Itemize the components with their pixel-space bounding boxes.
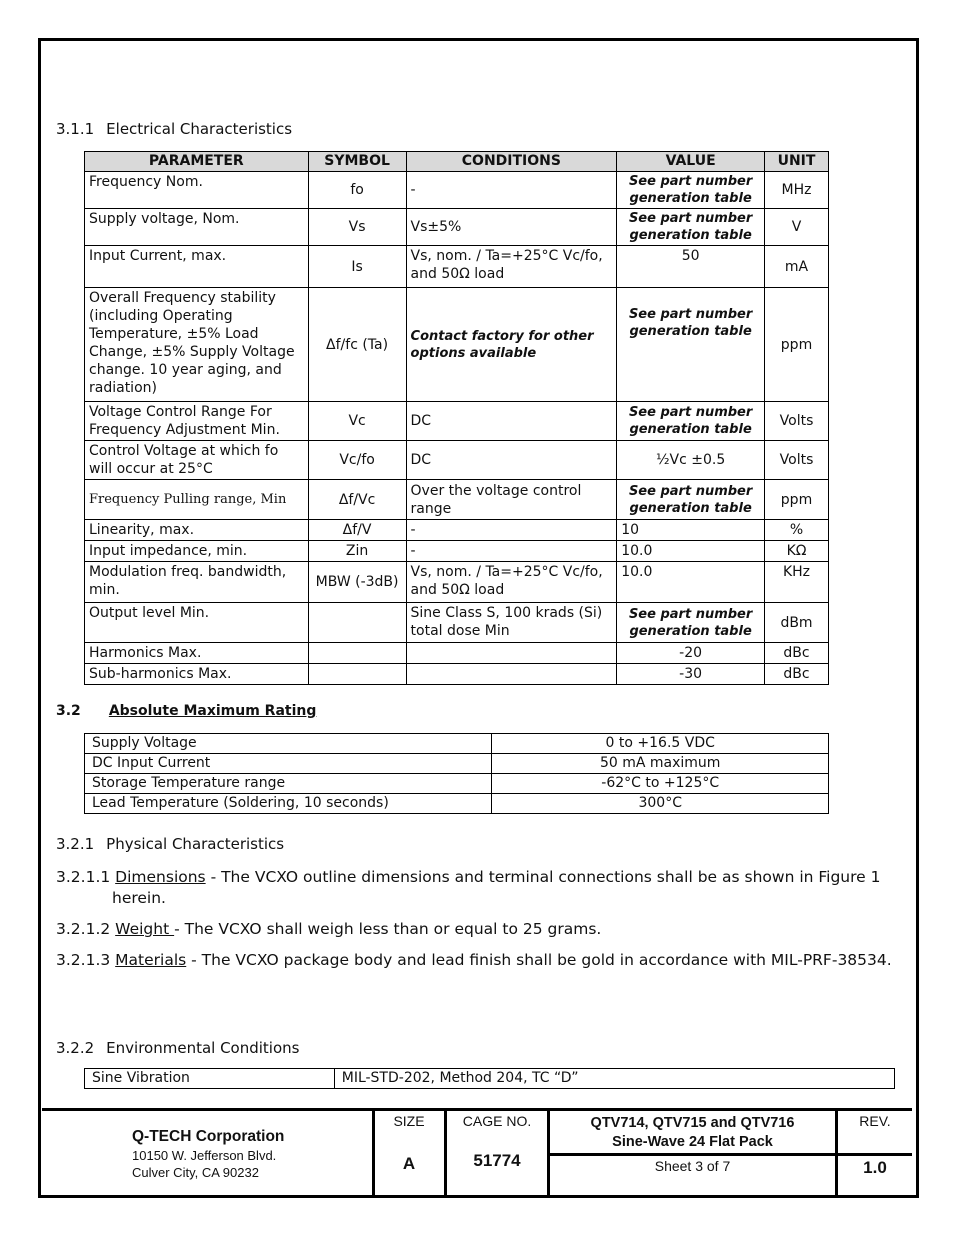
cell-parameter: Harmonics Max. xyxy=(85,643,309,664)
cell-conditions: - xyxy=(406,541,617,562)
cell-unit: % xyxy=(765,520,829,541)
rating-label: Supply Voltage xyxy=(85,734,492,754)
cell-conditions xyxy=(406,664,617,685)
section-number: 3.2 xyxy=(56,703,81,719)
cell-symbol: MBW (-3dB) xyxy=(308,562,406,603)
cell-conditions: Over the voltage control range xyxy=(406,480,617,520)
section-number: 3.1.1 xyxy=(56,120,95,138)
cell-unit: Volts xyxy=(765,402,829,441)
cell-parameter: Frequency Nom. xyxy=(85,172,309,209)
cell-unit: dBc xyxy=(765,643,829,664)
divider xyxy=(838,1153,912,1156)
header-conditions: CONDITIONS xyxy=(406,152,617,172)
cell-value: 10 xyxy=(617,520,765,541)
cage-label: CAGE NO. xyxy=(462,1113,532,1129)
cell-value: -30 xyxy=(617,664,765,685)
cell-parameter: Output level Min. xyxy=(85,603,309,643)
cell-unit: mA xyxy=(765,246,829,288)
rating-label: DC Input Current xyxy=(85,754,492,774)
cell-unit: Volts xyxy=(765,441,829,480)
cell-conditions: Sine Class S, 100 krads (Si) total dose Min xyxy=(406,603,617,643)
section-3-2-2-heading xyxy=(56,1039,299,1057)
cell-value: ½Vc ±0.5 xyxy=(617,441,765,480)
cell-value: -20 xyxy=(617,643,765,664)
header-symbol: SYMBOL xyxy=(308,152,406,172)
paragraph-weight xyxy=(56,919,601,940)
cell-parameter: Overall Frequency stability (including Operating Temperature, ±5% Load Change, ±5% Supply Voltage change. 10 year aging, and radiation) xyxy=(85,288,309,402)
company-name: Q-TECH Corporation xyxy=(132,1128,285,1145)
absolute-maximum-rating-table xyxy=(84,733,829,814)
table-row xyxy=(85,441,829,480)
cell-unit: ppm xyxy=(765,288,829,402)
header-unit: UNIT xyxy=(765,152,829,172)
paragraph-term: Dimensions xyxy=(115,868,206,886)
company-address-2: Culver City, CA 90232 xyxy=(132,1165,259,1180)
cell-value: 10.0 xyxy=(617,562,765,603)
revision-value: 1.0 xyxy=(863,1158,887,1177)
section-title: Electrical Characteristics xyxy=(106,120,293,138)
pulling-range-label: Frequency Pulling range, Min xyxy=(89,492,287,507)
cell-value: See part number generation table xyxy=(617,288,765,402)
cell-parameter xyxy=(85,480,309,520)
cell-parameter: Linearity, max. xyxy=(85,520,309,541)
cell-symbol: Zin xyxy=(308,541,406,562)
cell-conditions: - xyxy=(406,172,617,209)
table-row xyxy=(85,734,829,754)
table-row xyxy=(85,288,829,402)
cell-conditions: - xyxy=(406,520,617,541)
cell-conditions: DC xyxy=(406,441,617,480)
cell-conditions: Vs, nom. / Ta=+25°C Vc/fo, and 50Ω load xyxy=(406,246,617,288)
paragraph-term: Materials xyxy=(115,951,187,969)
size-block xyxy=(372,1111,444,1195)
table-row xyxy=(85,1069,895,1089)
title-block xyxy=(42,1108,912,1195)
cell-value: See part number generation table xyxy=(617,172,765,209)
size-value: A xyxy=(402,1154,416,1173)
paragraph-text: - The VCXO outline dimensions and terminal connections shall be as shown in Figure 1 xyxy=(205,868,881,886)
cell-value: 10.0 xyxy=(617,541,765,562)
paragraph-number: 3.2.1.3 xyxy=(56,951,111,969)
paragraph-text-continued: herein. xyxy=(112,889,166,907)
cell-symbol: Is xyxy=(308,246,406,288)
table-row xyxy=(85,402,829,441)
table-row xyxy=(85,664,829,685)
cell-value: 50 xyxy=(617,246,765,288)
section-number: 3.2.2 xyxy=(56,1039,95,1057)
cell-value: See part number generation table xyxy=(617,209,765,246)
cell-symbol: Vc/fo xyxy=(308,441,406,480)
cell-symbol xyxy=(308,603,406,643)
revision-label: REV. xyxy=(859,1113,891,1129)
table-row xyxy=(85,172,829,209)
condition-label: Sine Vibration xyxy=(85,1069,335,1089)
section-title: Physical Characteristics xyxy=(106,835,285,853)
cell-parameter: Sub-harmonics Max. xyxy=(85,664,309,685)
cell-value: See part number generation table xyxy=(617,402,765,441)
header-parameter: PARAMETER xyxy=(85,152,309,172)
cell-parameter: Voltage Control Range For Frequency Adjustment Min. xyxy=(85,402,309,441)
cell-conditions: Vs, nom. / Ta=+25°C Vc/fo, and 50Ω load xyxy=(406,562,617,603)
table-row xyxy=(85,603,829,643)
company-block xyxy=(42,1111,372,1195)
paragraph-text: - The VCXO package body and lead finish shall be gold in accordance with MIL-PRF-38534. xyxy=(186,951,892,969)
cell-parameter: Input Current, max. xyxy=(85,246,309,288)
cell-conditions: Vs±5% xyxy=(406,209,617,246)
rating-label: Lead Temperature (Soldering, 10 seconds) xyxy=(85,794,492,814)
cage-block xyxy=(444,1111,547,1195)
section-3-2-heading xyxy=(56,703,316,719)
rating-value: -62°C to +125°C xyxy=(492,774,829,794)
cell-parameter: Modulation freq. bandwidth, min. xyxy=(85,562,309,603)
cell-parameter: Input impedance, min. xyxy=(85,541,309,562)
section-title: Environmental Conditions xyxy=(106,1039,300,1057)
cell-conditions: Contact factory for other options available xyxy=(406,288,617,402)
cell-symbol: Δf/Vc xyxy=(308,480,406,520)
cell-symbol: fo xyxy=(308,172,406,209)
section-number: 3.2.1 xyxy=(56,835,95,853)
cell-unit: KHz xyxy=(765,562,829,603)
cell-conditions: DC xyxy=(406,402,617,441)
table-row xyxy=(85,209,829,246)
condition-value: MIL-STD-202, Method 204, TC “D” xyxy=(334,1069,894,1089)
cell-parameter: Control Voltage at which fo will occur at 25°C xyxy=(85,441,309,480)
table-row xyxy=(85,562,829,603)
document-title-block xyxy=(547,1111,835,1195)
section-title: Absolute Maximum Rating xyxy=(108,703,317,719)
paragraph-number: 3.2.1.2 xyxy=(56,920,111,938)
table-row xyxy=(85,246,829,288)
table-row xyxy=(85,754,829,774)
table-row xyxy=(85,794,829,814)
environmental-conditions-table xyxy=(84,1068,895,1089)
table-row xyxy=(85,774,829,794)
rating-value: 0 to +16.5 VDC xyxy=(492,734,829,754)
table-row xyxy=(85,480,829,520)
cell-symbol: Δf/fc (Ta) xyxy=(308,288,406,402)
document-title-line-1: QTV714, QTV715 and QTV716 xyxy=(590,1115,795,1131)
paragraph-term: Weight xyxy=(115,920,175,938)
cell-unit: ppm xyxy=(765,480,829,520)
cell-unit: MHz xyxy=(765,172,829,209)
cell-value: See part number generation table xyxy=(617,480,765,520)
cell-symbol xyxy=(308,643,406,664)
cage-value: 51774 xyxy=(473,1151,521,1170)
table-header-row xyxy=(85,152,829,172)
company-address-1: 10150 W. Jefferson Blvd. xyxy=(132,1148,277,1163)
cell-conditions xyxy=(406,643,617,664)
cell-symbol xyxy=(308,664,406,685)
table-row xyxy=(85,643,829,664)
cell-symbol: Vs xyxy=(308,209,406,246)
paragraph-dimensions xyxy=(56,867,896,909)
revision-block xyxy=(835,1111,912,1195)
cell-unit: dBc xyxy=(765,664,829,685)
rating-label: Storage Temperature range xyxy=(85,774,492,794)
cell-unit: V xyxy=(765,209,829,246)
cell-parameter: Supply voltage, Nom. xyxy=(85,209,309,246)
cell-symbol: Vc xyxy=(308,402,406,441)
table-row xyxy=(85,520,829,541)
cell-value: See part number generation table xyxy=(617,603,765,643)
cell-symbol: Δf/V xyxy=(308,520,406,541)
section-3-2-1-heading xyxy=(56,835,284,853)
paragraph-materials xyxy=(56,950,892,971)
table-row xyxy=(85,541,829,562)
rating-value: 50 mA maximum xyxy=(492,754,829,774)
sheet-number: Sheet 3 of 7 xyxy=(654,1158,731,1174)
rating-value: 300°C xyxy=(492,794,829,814)
cell-unit: dBm xyxy=(765,603,829,643)
header-value: VALUE xyxy=(617,152,765,172)
size-label: SIZE xyxy=(393,1113,425,1129)
document-title-line-2: Sine-Wave 24 Flat Pack xyxy=(612,1134,773,1150)
cell-unit: KΩ xyxy=(765,541,829,562)
section-3-1-1-heading xyxy=(56,120,292,138)
electrical-characteristics-table xyxy=(84,151,829,685)
divider xyxy=(550,1153,835,1156)
paragraph-text: - The VCXO shall weigh less than or equal to 25 grams. xyxy=(174,920,602,938)
paragraph-number: 3.2.1.1 xyxy=(56,868,111,886)
